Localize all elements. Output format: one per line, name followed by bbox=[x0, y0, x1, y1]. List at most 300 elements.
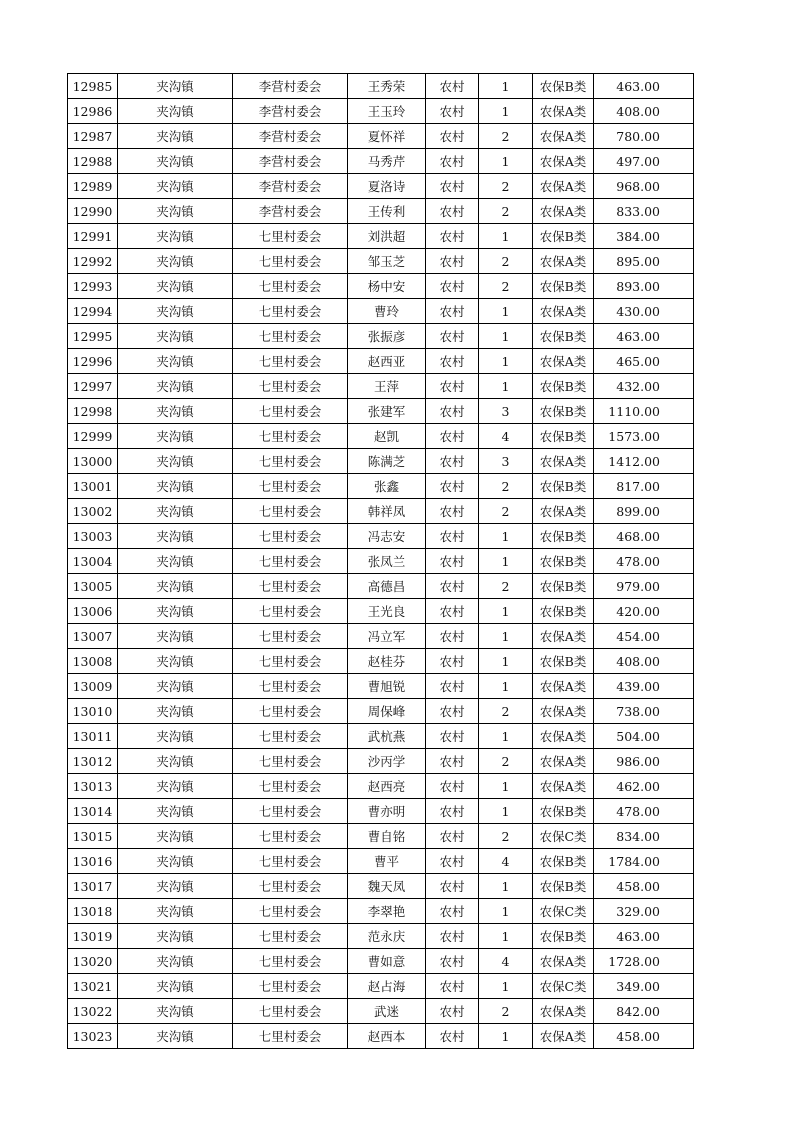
table-row bbox=[68, 174, 694, 199]
insurance-type-cell: 农保A类 bbox=[533, 199, 594, 224]
insurance-type-cell: 农保A类 bbox=[533, 149, 594, 174]
village-cell: 七里村委会 bbox=[233, 374, 348, 399]
amount-cell: 349.00 bbox=[594, 974, 694, 999]
name-cell: 赵凯 bbox=[348, 424, 426, 449]
table-row bbox=[68, 99, 694, 124]
residence-type-cell: 农村 bbox=[426, 824, 479, 849]
village-cell: 七里村委会 bbox=[233, 474, 348, 499]
table-row bbox=[68, 799, 694, 824]
town-cell: 夹沟镇 bbox=[118, 74, 233, 99]
name-cell: 陈满芝 bbox=[348, 449, 426, 474]
residence-type-cell: 农村 bbox=[426, 924, 479, 949]
household-size-cell: 2 bbox=[479, 574, 533, 599]
insurance-type-cell: 农保B类 bbox=[533, 374, 594, 399]
table-row bbox=[68, 999, 694, 1024]
amount-cell: 463.00 bbox=[594, 924, 694, 949]
village-cell: 七里村委会 bbox=[233, 299, 348, 324]
insurance-type-cell: 农保B类 bbox=[533, 399, 594, 424]
row-number: 13001 bbox=[68, 474, 118, 499]
village-cell: 李营村委会 bbox=[233, 99, 348, 124]
name-cell: 韩祥凤 bbox=[348, 499, 426, 524]
village-cell: 七里村委会 bbox=[233, 449, 348, 474]
town-cell: 夹沟镇 bbox=[118, 699, 233, 724]
household-size-cell: 2 bbox=[479, 199, 533, 224]
row-number: 13003 bbox=[68, 524, 118, 549]
name-cell: 赵西本 bbox=[348, 1024, 426, 1049]
table-row bbox=[68, 424, 694, 449]
village-cell: 七里村委会 bbox=[233, 499, 348, 524]
household-size-cell: 2 bbox=[479, 274, 533, 299]
table-row bbox=[68, 374, 694, 399]
insurance-type-cell: 农保A类 bbox=[533, 674, 594, 699]
table-row bbox=[68, 324, 694, 349]
name-cell: 曹亦明 bbox=[348, 799, 426, 824]
residence-type-cell: 农村 bbox=[426, 849, 479, 874]
amount-cell: 1573.00 bbox=[594, 424, 694, 449]
household-size-cell: 1 bbox=[479, 899, 533, 924]
insurance-type-cell: 农保B类 bbox=[533, 599, 594, 624]
amount-cell: 842.00 bbox=[594, 999, 694, 1024]
town-cell: 夹沟镇 bbox=[118, 199, 233, 224]
village-cell: 七里村委会 bbox=[233, 774, 348, 799]
residence-type-cell: 农村 bbox=[426, 724, 479, 749]
name-cell: 夏洛诗 bbox=[348, 174, 426, 199]
residence-type-cell: 农村 bbox=[426, 524, 479, 549]
table-row bbox=[68, 674, 694, 699]
row-number: 13020 bbox=[68, 949, 118, 974]
insurance-type-cell: 农保B类 bbox=[533, 649, 594, 674]
household-size-cell: 1 bbox=[479, 874, 533, 899]
table-row bbox=[68, 249, 694, 274]
village-cell: 李营村委会 bbox=[233, 174, 348, 199]
household-size-cell: 2 bbox=[479, 824, 533, 849]
row-number: 13006 bbox=[68, 599, 118, 624]
row-number: 13013 bbox=[68, 774, 118, 799]
table-row bbox=[68, 349, 694, 374]
village-cell: 李营村委会 bbox=[233, 124, 348, 149]
town-cell: 夹沟镇 bbox=[118, 174, 233, 199]
residence-type-cell: 农村 bbox=[426, 624, 479, 649]
row-number: 13009 bbox=[68, 674, 118, 699]
household-size-cell: 2 bbox=[479, 124, 533, 149]
table-row bbox=[68, 899, 694, 924]
town-cell: 夹沟镇 bbox=[118, 549, 233, 574]
insurance-type-cell: 农保B类 bbox=[533, 799, 594, 824]
insurance-type-cell: 农保A类 bbox=[533, 249, 594, 274]
village-cell: 七里村委会 bbox=[233, 624, 348, 649]
name-cell: 曹平 bbox=[348, 849, 426, 874]
village-cell: 七里村委会 bbox=[233, 349, 348, 374]
household-size-cell: 4 bbox=[479, 849, 533, 874]
table-row bbox=[68, 974, 694, 999]
town-cell: 夹沟镇 bbox=[118, 924, 233, 949]
row-number: 13018 bbox=[68, 899, 118, 924]
name-cell: 魏天凤 bbox=[348, 874, 426, 899]
amount-cell: 986.00 bbox=[594, 749, 694, 774]
village-cell: 七里村委会 bbox=[233, 749, 348, 774]
town-cell: 夹沟镇 bbox=[118, 474, 233, 499]
residence-type-cell: 农村 bbox=[426, 374, 479, 399]
residence-type-cell: 农村 bbox=[426, 324, 479, 349]
insurance-type-cell: 农保C类 bbox=[533, 974, 594, 999]
insurance-type-cell: 农保B类 bbox=[533, 324, 594, 349]
name-cell: 沙丙学 bbox=[348, 749, 426, 774]
table-row bbox=[68, 124, 694, 149]
household-size-cell: 1 bbox=[479, 624, 533, 649]
residence-type-cell: 农村 bbox=[426, 999, 479, 1024]
village-cell: 七里村委会 bbox=[233, 999, 348, 1024]
town-cell: 夹沟镇 bbox=[118, 724, 233, 749]
village-cell: 七里村委会 bbox=[233, 974, 348, 999]
household-size-cell: 1 bbox=[479, 74, 533, 99]
row-number: 12993 bbox=[68, 274, 118, 299]
insurance-type-cell: 农保A类 bbox=[533, 124, 594, 149]
town-cell: 夹沟镇 bbox=[118, 249, 233, 274]
insurance-type-cell: 农保A类 bbox=[533, 624, 594, 649]
household-size-cell: 2 bbox=[479, 749, 533, 774]
amount-cell: 504.00 bbox=[594, 724, 694, 749]
table-row bbox=[68, 924, 694, 949]
town-cell: 夹沟镇 bbox=[118, 499, 233, 524]
residence-type-cell: 农村 bbox=[426, 224, 479, 249]
village-cell: 李营村委会 bbox=[233, 199, 348, 224]
name-cell: 王萍 bbox=[348, 374, 426, 399]
town-cell: 夹沟镇 bbox=[118, 524, 233, 549]
name-cell: 赵西亚 bbox=[348, 349, 426, 374]
residence-type-cell: 农村 bbox=[426, 499, 479, 524]
amount-cell: 408.00 bbox=[594, 649, 694, 674]
amount-cell: 478.00 bbox=[594, 549, 694, 574]
insurance-type-cell: 农保B类 bbox=[533, 849, 594, 874]
household-size-cell: 1 bbox=[479, 374, 533, 399]
residence-type-cell: 农村 bbox=[426, 199, 479, 224]
town-cell: 夹沟镇 bbox=[118, 1024, 233, 1049]
village-cell: 七里村委会 bbox=[233, 224, 348, 249]
amount-cell: 329.00 bbox=[594, 899, 694, 924]
residence-type-cell: 农村 bbox=[426, 774, 479, 799]
village-cell: 七里村委会 bbox=[233, 824, 348, 849]
table-row bbox=[68, 299, 694, 324]
row-number: 12995 bbox=[68, 324, 118, 349]
row-number: 13019 bbox=[68, 924, 118, 949]
row-number: 12990 bbox=[68, 199, 118, 224]
name-cell: 范永庆 bbox=[348, 924, 426, 949]
name-cell: 武杭燕 bbox=[348, 724, 426, 749]
name-cell: 夏怀祥 bbox=[348, 124, 426, 149]
household-size-cell: 4 bbox=[479, 949, 533, 974]
roster-body bbox=[68, 74, 694, 1049]
insurance-type-cell: 农保B类 bbox=[533, 474, 594, 499]
amount-cell: 463.00 bbox=[594, 74, 694, 99]
row-number: 12998 bbox=[68, 399, 118, 424]
insurance-type-cell: 农保A类 bbox=[533, 299, 594, 324]
residence-type-cell: 农村 bbox=[426, 649, 479, 674]
residence-type-cell: 农村 bbox=[426, 549, 479, 574]
amount-cell: 497.00 bbox=[594, 149, 694, 174]
residence-type-cell: 农村 bbox=[426, 174, 479, 199]
row-number: 13016 bbox=[68, 849, 118, 874]
town-cell: 夹沟镇 bbox=[118, 349, 233, 374]
table-row bbox=[68, 699, 694, 724]
amount-cell: 478.00 bbox=[594, 799, 694, 824]
residence-type-cell: 农村 bbox=[426, 799, 479, 824]
row-number: 13000 bbox=[68, 449, 118, 474]
town-cell: 夹沟镇 bbox=[118, 449, 233, 474]
name-cell: 赵占海 bbox=[348, 974, 426, 999]
village-cell: 七里村委会 bbox=[233, 899, 348, 924]
village-cell: 七里村委会 bbox=[233, 849, 348, 874]
household-size-cell: 2 bbox=[479, 499, 533, 524]
insurance-type-cell: 农保B类 bbox=[533, 874, 594, 899]
name-cell: 武迷 bbox=[348, 999, 426, 1024]
insurance-type-cell: 农保A类 bbox=[533, 949, 594, 974]
insurance-type-cell: 农保B类 bbox=[533, 224, 594, 249]
name-cell: 张凤兰 bbox=[348, 549, 426, 574]
amount-cell: 895.00 bbox=[594, 249, 694, 274]
village-cell: 七里村委会 bbox=[233, 649, 348, 674]
amount-cell: 458.00 bbox=[594, 874, 694, 899]
table-row bbox=[68, 449, 694, 474]
household-size-cell: 1 bbox=[479, 924, 533, 949]
residence-type-cell: 农村 bbox=[426, 974, 479, 999]
table-row bbox=[68, 199, 694, 224]
household-size-cell: 1 bbox=[479, 1024, 533, 1049]
village-cell: 七里村委会 bbox=[233, 674, 348, 699]
residence-type-cell: 农村 bbox=[426, 449, 479, 474]
residence-type-cell: 农村 bbox=[426, 249, 479, 274]
household-size-cell: 1 bbox=[479, 674, 533, 699]
name-cell: 王光良 bbox=[348, 599, 426, 624]
household-size-cell: 4 bbox=[479, 424, 533, 449]
table-row bbox=[68, 649, 694, 674]
residence-type-cell: 农村 bbox=[426, 574, 479, 599]
insurance-type-cell: 农保A类 bbox=[533, 699, 594, 724]
insurance-type-cell: 农保A类 bbox=[533, 774, 594, 799]
residence-type-cell: 农村 bbox=[426, 949, 479, 974]
village-cell: 七里村委会 bbox=[233, 424, 348, 449]
insurance-type-cell: 农保A类 bbox=[533, 749, 594, 774]
town-cell: 夹沟镇 bbox=[118, 749, 233, 774]
amount-cell: 1412.00 bbox=[594, 449, 694, 474]
row-number: 12997 bbox=[68, 374, 118, 399]
household-size-cell: 1 bbox=[479, 349, 533, 374]
household-size-cell: 1 bbox=[479, 799, 533, 824]
household-size-cell: 2 bbox=[479, 699, 533, 724]
insurance-type-cell: 农保A类 bbox=[533, 724, 594, 749]
household-size-cell: 1 bbox=[479, 724, 533, 749]
table-row bbox=[68, 949, 694, 974]
residence-type-cell: 农村 bbox=[426, 149, 479, 174]
amount-cell: 780.00 bbox=[594, 124, 694, 149]
household-size-cell: 3 bbox=[479, 399, 533, 424]
row-number: 12996 bbox=[68, 349, 118, 374]
household-size-cell: 1 bbox=[479, 974, 533, 999]
row-number: 12989 bbox=[68, 174, 118, 199]
amount-cell: 420.00 bbox=[594, 599, 694, 624]
table-row bbox=[68, 1024, 694, 1049]
residence-type-cell: 农村 bbox=[426, 124, 479, 149]
row-number: 13014 bbox=[68, 799, 118, 824]
table-row bbox=[68, 74, 694, 99]
name-cell: 张振彦 bbox=[348, 324, 426, 349]
insurance-type-cell: 农保A类 bbox=[533, 349, 594, 374]
row-number: 12994 bbox=[68, 299, 118, 324]
amount-cell: 454.00 bbox=[594, 624, 694, 649]
town-cell: 夹沟镇 bbox=[118, 99, 233, 124]
amount-cell: 738.00 bbox=[594, 699, 694, 724]
table-row bbox=[68, 724, 694, 749]
village-cell: 七里村委会 bbox=[233, 399, 348, 424]
household-size-cell: 2 bbox=[479, 174, 533, 199]
town-cell: 夹沟镇 bbox=[118, 774, 233, 799]
town-cell: 夹沟镇 bbox=[118, 649, 233, 674]
table-row bbox=[68, 399, 694, 424]
town-cell: 夹沟镇 bbox=[118, 899, 233, 924]
name-cell: 曹玲 bbox=[348, 299, 426, 324]
amount-cell: 1784.00 bbox=[594, 849, 694, 874]
table-row bbox=[68, 849, 694, 874]
row-number: 13004 bbox=[68, 549, 118, 574]
household-size-cell: 1 bbox=[479, 149, 533, 174]
name-cell: 曹自铭 bbox=[348, 824, 426, 849]
household-size-cell: 1 bbox=[479, 774, 533, 799]
town-cell: 夹沟镇 bbox=[118, 574, 233, 599]
residence-type-cell: 农村 bbox=[426, 699, 479, 724]
row-number: 12991 bbox=[68, 224, 118, 249]
village-cell: 七里村委会 bbox=[233, 699, 348, 724]
name-cell: 王秀荣 bbox=[348, 74, 426, 99]
amount-cell: 468.00 bbox=[594, 524, 694, 549]
row-number: 13021 bbox=[68, 974, 118, 999]
name-cell: 张鑫 bbox=[348, 474, 426, 499]
town-cell: 夹沟镇 bbox=[118, 824, 233, 849]
row-number: 13023 bbox=[68, 1024, 118, 1049]
village-cell: 七里村委会 bbox=[233, 924, 348, 949]
insurance-type-cell: 农保A类 bbox=[533, 1024, 594, 1049]
town-cell: 夹沟镇 bbox=[118, 974, 233, 999]
village-cell: 七里村委会 bbox=[233, 549, 348, 574]
town-cell: 夹沟镇 bbox=[118, 124, 233, 149]
town-cell: 夹沟镇 bbox=[118, 274, 233, 299]
amount-cell: 462.00 bbox=[594, 774, 694, 799]
row-number: 13010 bbox=[68, 699, 118, 724]
village-cell: 李营村委会 bbox=[233, 149, 348, 174]
household-size-cell: 1 bbox=[479, 324, 533, 349]
household-size-cell: 1 bbox=[479, 549, 533, 574]
residence-type-cell: 农村 bbox=[426, 399, 479, 424]
amount-cell: 893.00 bbox=[594, 274, 694, 299]
village-cell: 李营村委会 bbox=[233, 74, 348, 99]
insurance-type-cell: 农保B类 bbox=[533, 424, 594, 449]
row-number: 12987 bbox=[68, 124, 118, 149]
table-row bbox=[68, 824, 694, 849]
household-size-cell: 1 bbox=[479, 224, 533, 249]
residence-type-cell: 农村 bbox=[426, 474, 479, 499]
amount-cell: 817.00 bbox=[594, 474, 694, 499]
town-cell: 夹沟镇 bbox=[118, 374, 233, 399]
amount-cell: 834.00 bbox=[594, 824, 694, 849]
residence-type-cell: 农村 bbox=[426, 599, 479, 624]
row-number: 12985 bbox=[68, 74, 118, 99]
table-row bbox=[68, 574, 694, 599]
row-number: 13008 bbox=[68, 649, 118, 674]
village-cell: 七里村委会 bbox=[233, 324, 348, 349]
household-size-cell: 2 bbox=[479, 999, 533, 1024]
residence-type-cell: 农村 bbox=[426, 349, 479, 374]
village-cell: 七里村委会 bbox=[233, 949, 348, 974]
row-number: 12986 bbox=[68, 99, 118, 124]
village-cell: 七里村委会 bbox=[233, 799, 348, 824]
name-cell: 张建军 bbox=[348, 399, 426, 424]
roster-table bbox=[67, 73, 694, 1049]
row-number: 12992 bbox=[68, 249, 118, 274]
row-number: 13007 bbox=[68, 624, 118, 649]
insurance-type-cell: 农保C类 bbox=[533, 824, 594, 849]
town-cell: 夹沟镇 bbox=[118, 949, 233, 974]
name-cell: 杨中安 bbox=[348, 274, 426, 299]
village-cell: 七里村委会 bbox=[233, 1024, 348, 1049]
insurance-type-cell: 农保A类 bbox=[533, 99, 594, 124]
town-cell: 夹沟镇 bbox=[118, 849, 233, 874]
household-size-cell: 3 bbox=[479, 449, 533, 474]
insurance-type-cell: 农保B类 bbox=[533, 924, 594, 949]
table-row bbox=[68, 749, 694, 774]
town-cell: 夹沟镇 bbox=[118, 674, 233, 699]
row-number: 12999 bbox=[68, 424, 118, 449]
name-cell: 赵桂芬 bbox=[348, 649, 426, 674]
table-row bbox=[68, 624, 694, 649]
household-size-cell: 1 bbox=[479, 649, 533, 674]
table-row bbox=[68, 549, 694, 574]
residence-type-cell: 农村 bbox=[426, 74, 479, 99]
name-cell: 冯立军 bbox=[348, 624, 426, 649]
insurance-type-cell: 农保A类 bbox=[533, 174, 594, 199]
household-size-cell: 1 bbox=[479, 599, 533, 624]
name-cell: 邹玉芝 bbox=[348, 249, 426, 274]
residence-type-cell: 农村 bbox=[426, 299, 479, 324]
amount-cell: 833.00 bbox=[594, 199, 694, 224]
village-cell: 七里村委会 bbox=[233, 524, 348, 549]
table-row bbox=[68, 599, 694, 624]
amount-cell: 465.00 bbox=[594, 349, 694, 374]
row-number: 13005 bbox=[68, 574, 118, 599]
insurance-type-cell: 农保A类 bbox=[533, 999, 594, 1024]
town-cell: 夹沟镇 bbox=[118, 799, 233, 824]
amount-cell: 408.00 bbox=[594, 99, 694, 124]
residence-type-cell: 农村 bbox=[426, 674, 479, 699]
town-cell: 夹沟镇 bbox=[118, 224, 233, 249]
insurance-type-cell: 农保A类 bbox=[533, 449, 594, 474]
insurance-type-cell: 农保B类 bbox=[533, 74, 594, 99]
name-cell: 冯志安 bbox=[348, 524, 426, 549]
name-cell: 高德昌 bbox=[348, 574, 426, 599]
residence-type-cell: 农村 bbox=[426, 874, 479, 899]
name-cell: 王玉玲 bbox=[348, 99, 426, 124]
row-number: 13022 bbox=[68, 999, 118, 1024]
village-cell: 七里村委会 bbox=[233, 724, 348, 749]
amount-cell: 968.00 bbox=[594, 174, 694, 199]
town-cell: 夹沟镇 bbox=[118, 599, 233, 624]
row-number: 12988 bbox=[68, 149, 118, 174]
insurance-type-cell: 农保B类 bbox=[533, 274, 594, 299]
name-cell: 刘洪超 bbox=[348, 224, 426, 249]
table-row bbox=[68, 874, 694, 899]
village-cell: 七里村委会 bbox=[233, 249, 348, 274]
residence-type-cell: 农村 bbox=[426, 424, 479, 449]
town-cell: 夹沟镇 bbox=[118, 999, 233, 1024]
amount-cell: 1110.00 bbox=[594, 399, 694, 424]
table-row bbox=[68, 499, 694, 524]
